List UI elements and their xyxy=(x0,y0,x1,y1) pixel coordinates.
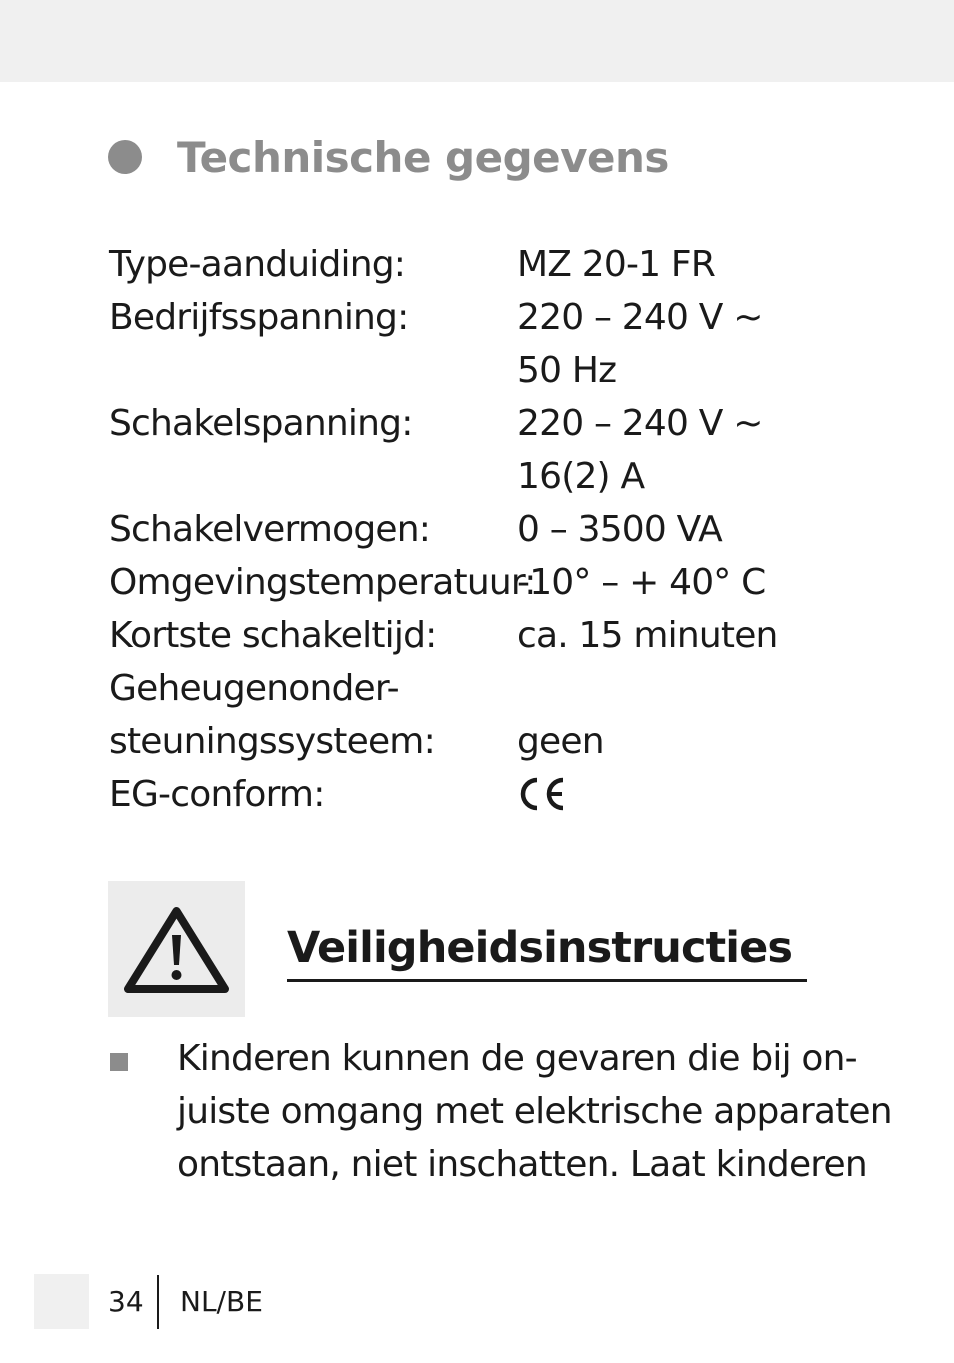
spec-label: steuningssysteem: xyxy=(109,721,435,762)
spec-label: Geheugenonder- xyxy=(109,668,399,709)
spec-value-line: 0 – 3500 VA xyxy=(517,509,723,550)
spec-value xyxy=(517,609,778,662)
spec-row xyxy=(109,291,869,397)
list-bullet xyxy=(110,1053,128,1071)
spec-value xyxy=(517,556,765,609)
spec-value-line: ca. 15 minuten xyxy=(517,615,778,656)
spec-label: Type-aanduiding: xyxy=(109,244,406,285)
spec-row xyxy=(109,662,869,715)
spec-value-line: 16(2) A xyxy=(517,456,645,497)
spec-row xyxy=(109,768,869,821)
spec-label: Schakelvermogen: xyxy=(109,509,431,550)
spec-value-line: -10° – + 40° C xyxy=(517,562,766,603)
spec-value xyxy=(517,397,763,503)
spec-label: Kortste schakeltijd: xyxy=(109,615,437,656)
spec-row xyxy=(109,609,869,662)
spec-value xyxy=(517,768,569,821)
spec-row xyxy=(109,238,869,291)
safety-heading: Veiligheidsinstructies xyxy=(287,923,793,973)
warning-icon-box xyxy=(108,881,245,1017)
section-title: Technische gegevens xyxy=(177,132,669,182)
spec-row xyxy=(109,503,869,556)
spec-value xyxy=(517,503,722,556)
safety-heading-underline xyxy=(287,979,807,982)
spec-value-line: 50 Hz xyxy=(517,350,617,391)
spec-value-line: geen xyxy=(517,721,604,762)
language-code: NL/BE xyxy=(180,1285,263,1318)
spec-row xyxy=(109,715,869,768)
spec-label: Schakelspanning: xyxy=(109,403,413,444)
section-heading xyxy=(108,126,669,188)
page-number: 34 xyxy=(108,1285,144,1318)
ce-mark-icon xyxy=(517,776,569,812)
body-line: juiste omgang met elektrische apparaten xyxy=(177,1091,892,1132)
spec-table xyxy=(109,238,869,821)
spec-value-line: MZ 20-1 FR xyxy=(517,244,716,285)
footer-box xyxy=(34,1274,89,1329)
body-paragraph xyxy=(177,1032,892,1191)
section-bullet xyxy=(108,140,142,174)
top-band xyxy=(0,0,954,82)
spec-value xyxy=(517,715,604,768)
body-line: ontstaan, niet inschatten. Laat kinderen xyxy=(177,1144,867,1185)
spec-value xyxy=(517,291,763,397)
spec-label: Bedrijfsspanning: xyxy=(109,297,409,338)
spec-label: EG-conform: xyxy=(109,774,325,815)
spec-value-line: 220 – 240 V ~ xyxy=(517,403,763,444)
spec-row xyxy=(109,556,869,609)
footer-divider xyxy=(157,1275,159,1329)
spec-row xyxy=(109,397,869,503)
spec-value-line: 220 – 240 V ~ xyxy=(517,297,763,338)
body-line: Kinderen kunnen de gevaren die bij on- xyxy=(177,1038,857,1079)
spec-value xyxy=(517,238,715,291)
spec-label: Omgevingstemperatuur: xyxy=(109,562,536,603)
warning-triangle-icon xyxy=(108,881,245,1017)
